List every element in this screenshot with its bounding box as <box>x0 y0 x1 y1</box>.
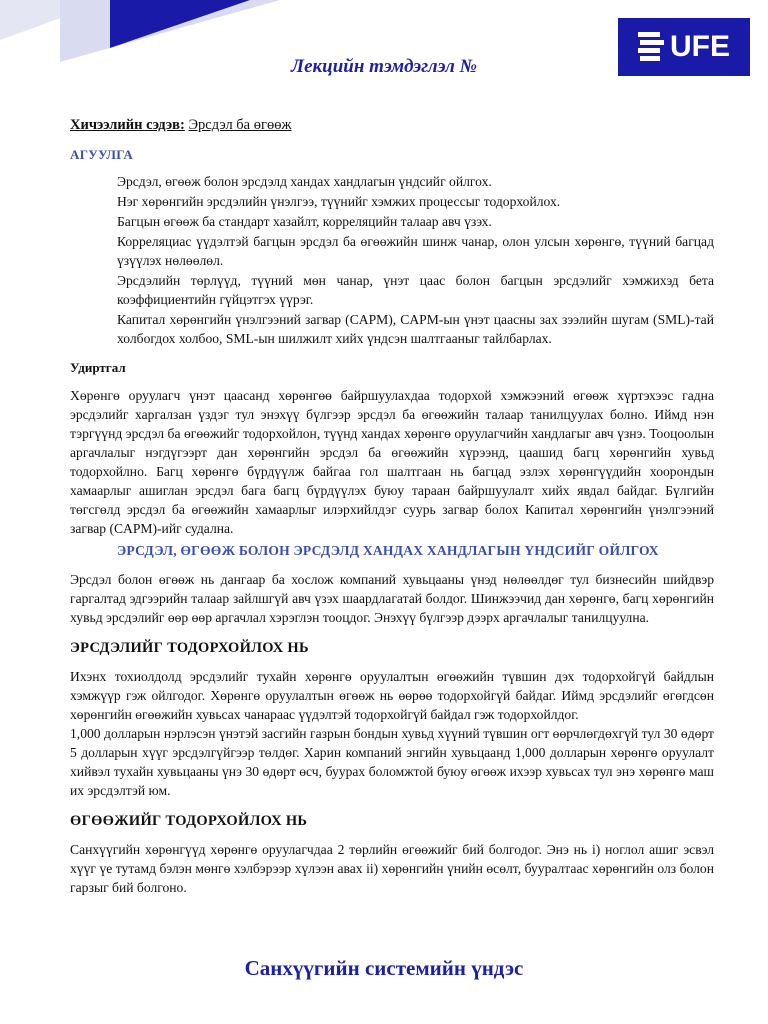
section-heading-risk-return: ЭРСДЭЛ, ӨГӨӨЖ БОЛОН ЭРСДЭЛД ХАНДАХ ХАНДЛАГЫН ҮНДСИЙГ ОЙЛГОХ <box>117 543 659 558</box>
agenda-item: Эрсдэл, өгөөж болон эрсдэлд хандах хандлагын үндсийг ойлгох. <box>117 174 492 189</box>
section-paragraph: Ихэнх тохиолдолд эрсдэлийг тухайн хөрөнгө оруулалтын өгөөжийн түвшин дэх тодорхойгүй байдлын хэмжүүр гэж ойлгодог. Хөрөнгө оруулалтын өгөөж нь өөрөө тодорхойгүй байдаг. Иймд эрсдэлийг өгөгдсөн хөрөнгийн өгөөжийн хувьсах чанараас үүдэлтэй тодорхойгүй байдал гэж тодорхойлдог. <box>70 669 714 722</box>
topic-value: Эрсдэл ба өгөөж <box>188 117 292 133</box>
agenda-heading: АГУУЛГА <box>70 147 134 162</box>
introduction-paragraph: Хөрөнгө оруулагч үнэт цаасанд хөрөнгөө байршуулахдаа тодорхой хэмжээний өгөөж хүртэхээс гадна эрсдэлийг харгалзан үздэг тул энэхүү бүлгээр эрсдэл ба өгөөжийн талаар танилцуулах болно. Иймд нэн тэргүүнд эрсдэл ба өгөөжийг тодорхойлон, түүнд хандах хөрөнгө оруулагчийн хандлагыг авч үзнэ. Тооцоолын аргачлалыг нэгдүгээрт дан хөрөнгийн эрсдэл ба өгөөжийн хүрээнд, цаашид багц хөрөнгийн хувьд тодорхойлно. Багц хөрөнгө бүрдүүлж байгаа гол шалтгаан нь багцад эзлэх хөрөнгүүдийн хоорондын хамаарлыг ашиглан эрсдэл бага багц бүрдүүлэх буюу тараан байршуулалт хийх явдал байдаг. Бүлгийн төгсгөлд эрсдэл ба өгөөжийн хамаарлыг илэрхийлдэг суурь загвар болох Капитал хөрөнгийн үнэлгээний загвар (CAPM)-ийг судална. <box>70 388 714 536</box>
section-paragraph: Санхүүгийн хөрөнгүүд хөрөнгө оруулагчдаа 2 төрлийн өгөөжийг бий болгодог. Энэ нь i) ноглол ашиг эсвэл хүүг үе тутамд бэлэн мөнгө хэлбэрээр хүлээн авах ii) хөрөнгийн үнийн өсөлт, бууралтаас хөрөнгийн олз болон гарзыг бий болгоно. <box>70 842 714 895</box>
agenda-list <box>117 172 714 348</box>
page-title: Лекцийн тэмдэглэл № <box>291 56 477 77</box>
introduction-heading: Удиртгал <box>70 360 126 375</box>
agenda-item: Нэг хөрөнгийн эрсдэлийн үнэлгээ, түүнийг хэмжих процессыг тодорхойлох. <box>117 194 561 209</box>
section-heading-define-return: ӨГӨӨЖИЙГ ТОДОРХОЙЛОХ НЬ <box>70 813 308 829</box>
agenda-item: Багцын өгөөж ба стандарт хазайлт, корреляцийн талаар авч үзэх. <box>117 214 492 229</box>
logo-text: UFE <box>670 30 730 63</box>
footer-title: Санхүүгийн системийн үндэс <box>244 956 524 980</box>
agenda-item: Эрсдэлийн төрлүүд, түүний мөн чанар, үнэт цаас болон багцын эрсдэлийг хэмжихэд бета коэффициентийн гүйцэтгэх үүрэг. <box>117 273 714 307</box>
document-body <box>70 116 714 897</box>
agenda-item: Капитал хөрөнгийн үнэлгээний загвар (CAPM), CAPM-ын үнэт цаасны зах зээлийн шугам (SML)-тай холбогдох холбоо, SML-ын шилжилт хийх үндсэн шалтгааныг тайлбарлах. <box>117 312 714 346</box>
section-paragraph: Эрсдэл болон өгөөж нь дангаар ба хослож компаний хувьцааны үнэд нөлөөлдөг тул бизнесийн шийдвэр гаргалтад эдгээрийн талаар зайлшгүй авч үзэх шаардлагатай болдог. Шинжээчид дан хөрөнгө, багц хөрөнгийн хувьд эрсдэлийг өөр өөр аргачлал хэрэглэн тооцдог. Энэхүү бүлгээр дээрх аргачлалыг танилцуулна. <box>70 572 714 625</box>
section-paragraph: 1,000 долларын нэрлэсэн үнэтэй засгийн газрын бондын хувьд хүүний түвшин огт өөрчлөгдөхгүй тул 30 өдөрт 5 долларын хүүг эрсдэлгүйгээр төлдөг. Харин компаний энгийн хувьцаанд 1,000 долларын хөрөнгө оруулалт хийвэл тухайн хувьцааны үнэ 30 өдөрт өсч, буурах боломжтой буюу өгөөж ихээр хувьсах тул энэ хөрөнгө маш их эрсдэлтэй юм. <box>70 726 714 798</box>
section-heading-define-risk: ЭРСДЭЛИЙГ ТОДОРХОЙЛОХ НЬ <box>70 640 309 656</box>
agenda-item: Корреляциас үүдэлтэй багцын эрсдэл ба өгөөжийн шинж чанар, олон улсын хөрөнгө, түүний багцад үзүүлэх нөлөөлөл. <box>117 234 714 268</box>
topic-label: Хичээлийн сэдэв: <box>70 117 185 133</box>
topic-line <box>70 116 714 135</box>
